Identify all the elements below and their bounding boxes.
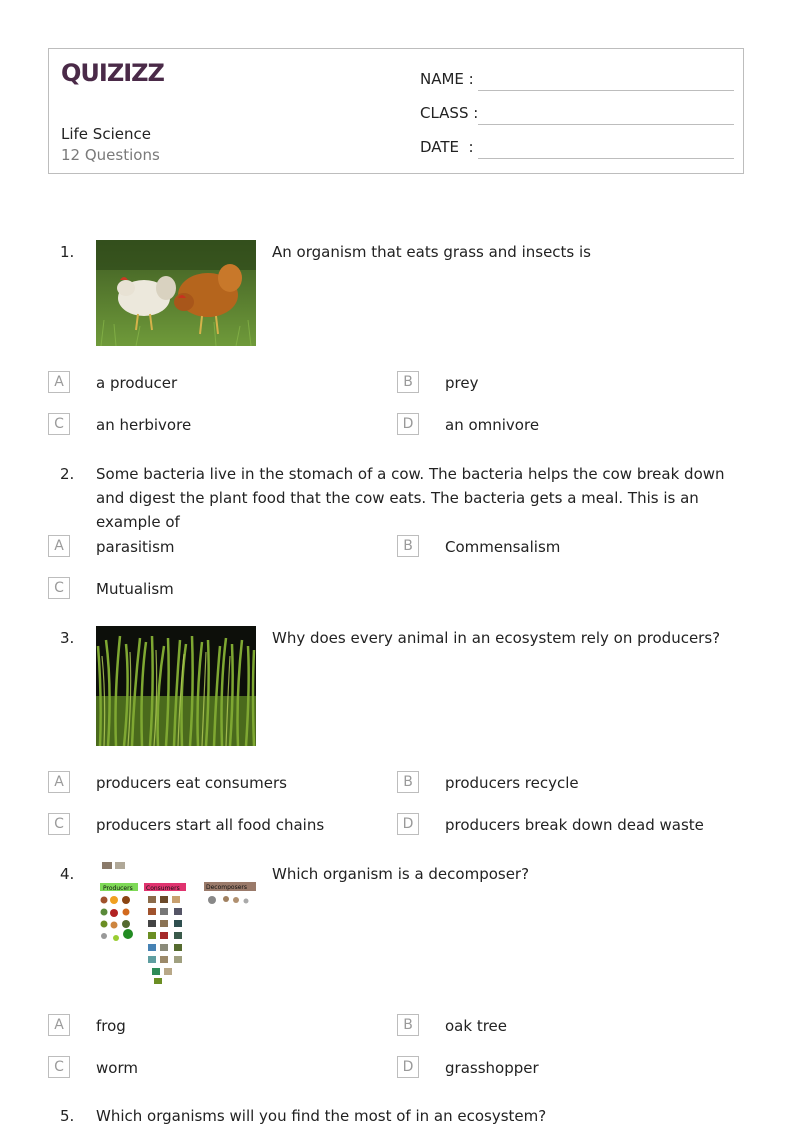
option-text-4a: frog bbox=[96, 1017, 126, 1035]
question-2-number: 2. bbox=[60, 465, 75, 483]
question-3-image bbox=[96, 626, 256, 746]
option-box-2a[interactable]: A bbox=[48, 535, 70, 557]
option-text-1a: a producer bbox=[96, 374, 178, 392]
worksheet-title: Life Science bbox=[61, 125, 151, 143]
option-box-1b[interactable]: B bbox=[397, 371, 419, 393]
question-3-number: 3. bbox=[60, 629, 75, 647]
option-text-3b: producers recycle bbox=[445, 774, 579, 792]
class-field[interactable] bbox=[420, 101, 734, 125]
question-5-number: 5. bbox=[60, 1107, 75, 1125]
question-4-text: Which organism is a decomposer? bbox=[272, 865, 530, 883]
question-1-image bbox=[96, 240, 256, 346]
question-4-number: 4. bbox=[60, 865, 75, 883]
option-box-4a[interactable]: A bbox=[48, 1014, 70, 1036]
consumers-label: Consumers bbox=[146, 885, 180, 892]
name-label: NAME : bbox=[420, 70, 474, 88]
class-line[interactable] bbox=[478, 124, 734, 125]
option-text-3c: producers start all food chains bbox=[96, 816, 325, 834]
question-2-text: Some bacteria live in the stomach of a cow. The bacteria helps the cow break down and digest the plant food that the cow eats. The bacteria gets a meal. This is an example of bbox=[96, 465, 725, 531]
question-3-text: Why does every animal in an ecosystem rely on producers? bbox=[272, 629, 721, 647]
question-count: 12 Questions bbox=[61, 146, 160, 164]
class-label: CLASS : bbox=[420, 104, 479, 122]
option-text-3a: producers eat consumers bbox=[96, 774, 287, 792]
question-1-number: 1. bbox=[60, 243, 75, 261]
option-box-3b[interactable]: B bbox=[397, 771, 419, 793]
option-box-2c[interactable]: C bbox=[48, 577, 70, 599]
option-text-4b: oak tree bbox=[445, 1017, 507, 1035]
option-text-1b: prey bbox=[445, 374, 479, 392]
option-text-2b: Commensalism bbox=[445, 538, 561, 556]
option-box-2b[interactable]: B bbox=[397, 535, 419, 557]
question-1-text: An organism that eats grass and insects is bbox=[272, 243, 591, 261]
option-box-1d[interactable]: D bbox=[397, 413, 419, 435]
quizizz-logo: QUIZIZZ bbox=[61, 59, 164, 87]
option-text-3d: producers break down dead waste bbox=[445, 816, 704, 834]
date-line[interactable] bbox=[478, 158, 734, 159]
option-box-3d[interactable]: D bbox=[397, 813, 419, 835]
option-box-4c[interactable]: C bbox=[48, 1056, 70, 1078]
date-label: DATE : bbox=[420, 138, 474, 156]
option-text-2a: parasitism bbox=[96, 538, 175, 556]
option-box-4b[interactable]: B bbox=[397, 1014, 419, 1036]
date-field[interactable] bbox=[420, 135, 734, 159]
option-text-1d: an omnivore bbox=[445, 416, 540, 434]
option-box-1a[interactable]: A bbox=[48, 371, 70, 393]
option-text-1c: an herbivore bbox=[96, 416, 192, 434]
question-4-image bbox=[96, 860, 256, 988]
option-box-3c[interactable]: C bbox=[48, 813, 70, 835]
option-box-1c[interactable]: C bbox=[48, 413, 70, 435]
option-text-4d: grasshopper bbox=[445, 1059, 539, 1077]
question-5-text: Which organisms will you find the most of in an ecosystem? bbox=[96, 1107, 547, 1125]
worksheet-header bbox=[48, 48, 744, 174]
name-field[interactable] bbox=[420, 67, 734, 91]
option-box-4d[interactable]: D bbox=[397, 1056, 419, 1078]
option-box-3a[interactable]: A bbox=[48, 771, 70, 793]
producers-label: Producers bbox=[103, 885, 133, 892]
option-text-2c: Mutualism bbox=[96, 580, 174, 598]
decomposers-label: Decomposers bbox=[206, 884, 248, 891]
name-line[interactable] bbox=[478, 90, 734, 91]
option-text-4c: worm bbox=[96, 1059, 138, 1077]
